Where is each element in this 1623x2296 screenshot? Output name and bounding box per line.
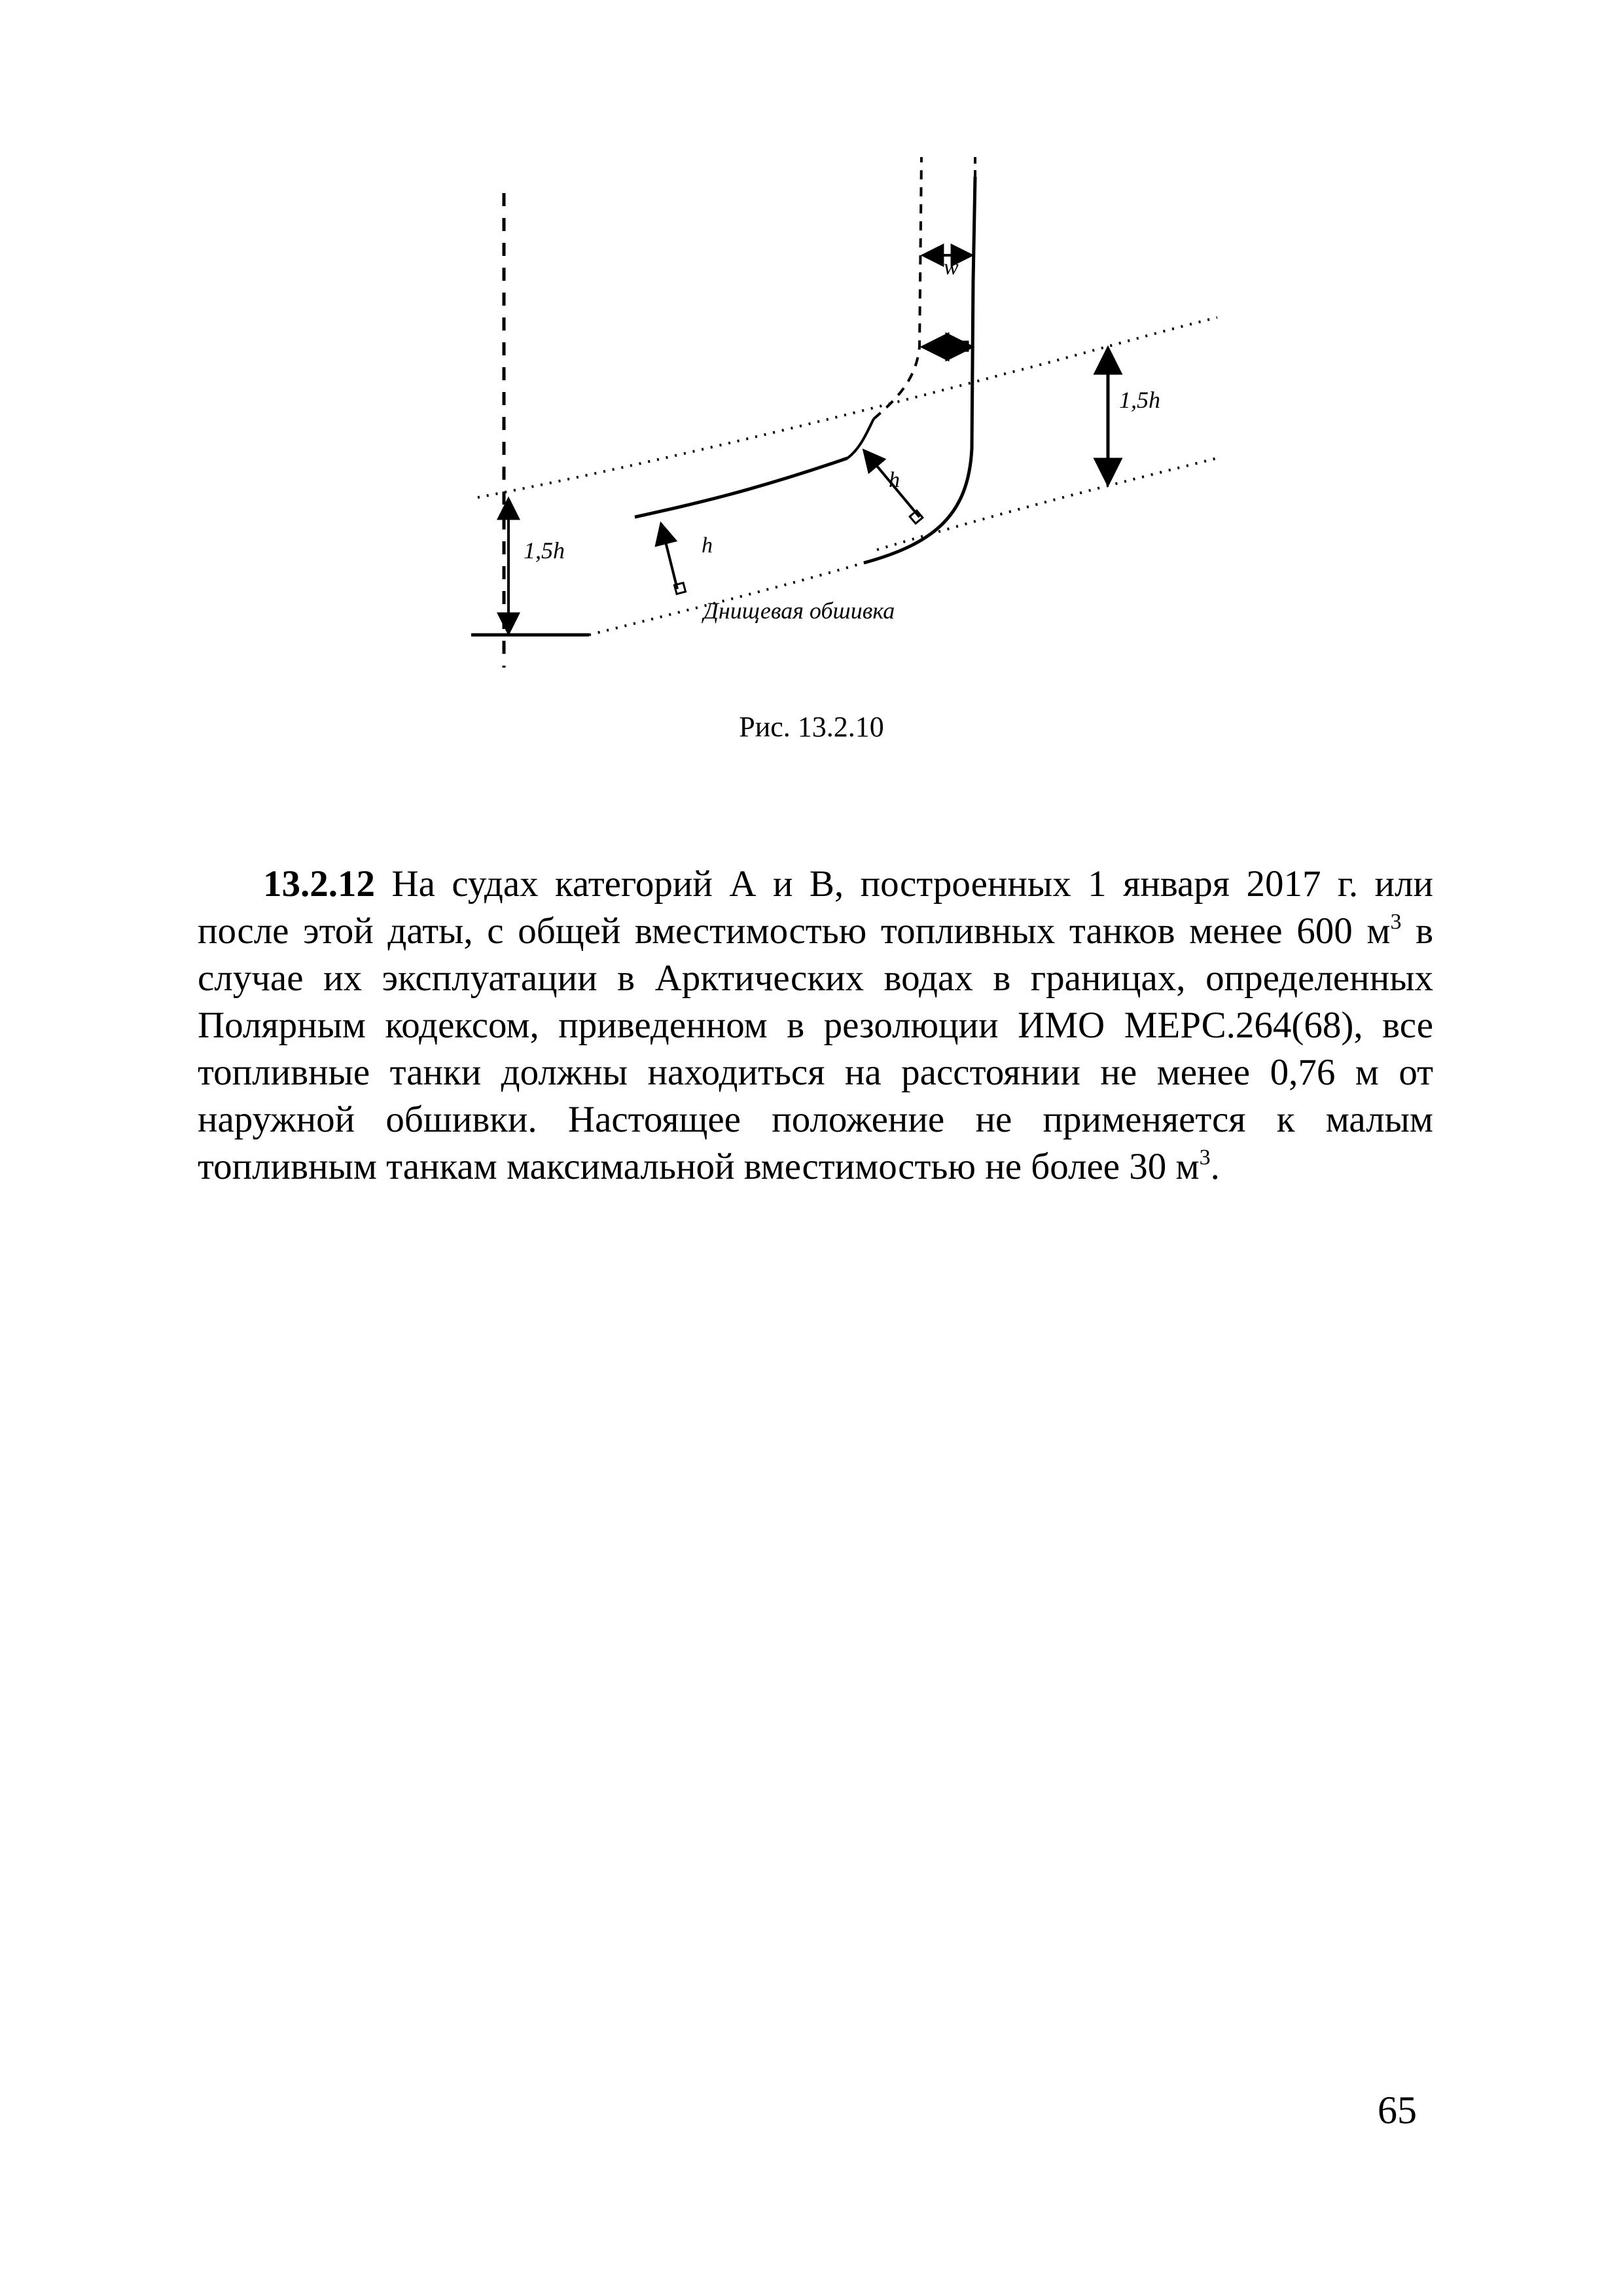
paragraph-line: [198, 908, 1433, 955]
paragraph-line-text: после этой даты, с общей вместимостью топливных танков менее 600 м: [198, 910, 1391, 952]
paragraph-line: [198, 1143, 1433, 1191]
label-w: w: [944, 255, 959, 279]
paragraph-line: [198, 955, 1433, 1002]
page-number: 65: [1378, 2089, 1417, 2132]
inner-hull-line: [635, 458, 847, 517]
superscript: 3: [1199, 1145, 1211, 1170]
figure-13-2-10: [419, 157, 1243, 681]
label-1-5h-left: 1,5h: [524, 537, 565, 564]
inner-side-dashed: [874, 157, 921, 419]
h-bottom-arrow: [661, 524, 677, 589]
superscript: 3: [1390, 910, 1402, 934]
label-1-5h-right: 1,5h: [1119, 387, 1160, 413]
paragraph-line-text: топливным танкам максимальной вместимостью не более 30 м: [198, 1146, 1200, 1187]
paragraph-line-text: На судах категорий А и В, построенных 1 января 2017 г. или: [391, 863, 1434, 905]
paragraph-13-2-12: [198, 861, 1433, 1191]
label-h-bottom: h: [702, 533, 713, 558]
paragraph-line: [198, 861, 1433, 908]
paragraph-line: [198, 1002, 1433, 1049]
paragraph-line-text: случае их эксплуатации в Арктических водах в границах, определенных: [198, 958, 1433, 999]
label-h-side: h: [889, 468, 900, 492]
paragraph-line-text: наружной обшивки. Настоящее положение не применяется к малым: [198, 1099, 1433, 1140]
label-bottom-plating: Днищевая обшивка: [704, 598, 895, 624]
inner-hull-bilge: [847, 419, 874, 458]
paragraph-number: 13.2.12: [263, 863, 375, 905]
outer-shell-curve: [864, 177, 975, 563]
paragraph-line: [198, 1096, 1433, 1143]
h-bottom-right-angle-mark: [674, 583, 685, 594]
paragraph-line-tail: в: [1401, 910, 1434, 952]
paragraph-line-text: Полярным кодексом, приведенном в резолюции ИМО МЕРС.264(68), все: [198, 1005, 1433, 1046]
paragraph-line-tail: .: [1210, 1146, 1220, 1187]
paragraph-line-text: топливные танки должны находиться на расстоянии не менее 0,76 м от: [198, 1052, 1433, 1093]
paragraph-line: [198, 1049, 1433, 1096]
figure-caption: Рис. 13.2.10: [739, 711, 884, 743]
